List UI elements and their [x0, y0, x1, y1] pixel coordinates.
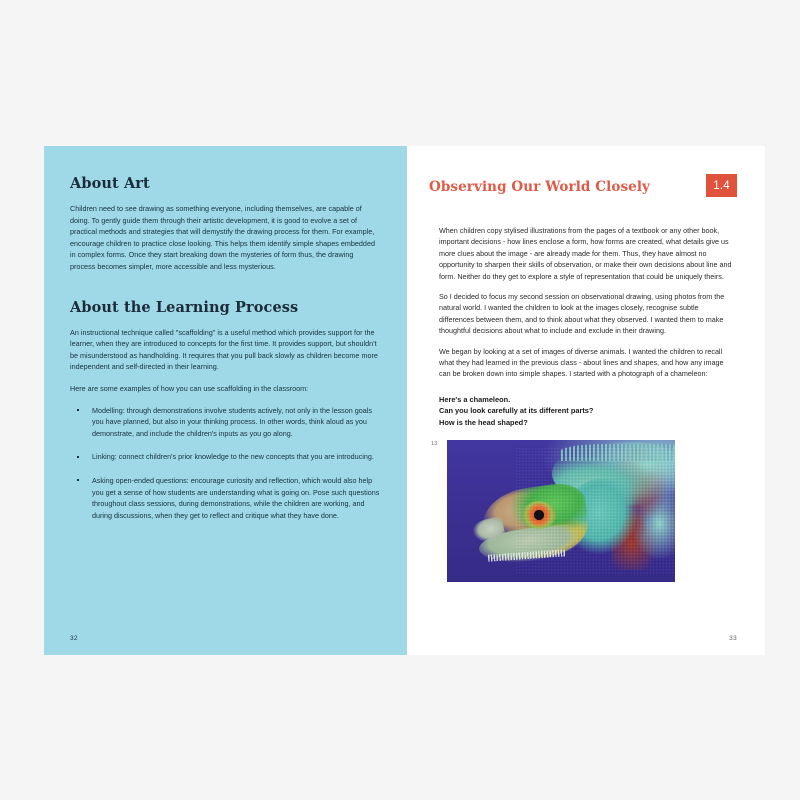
- list-item: [70, 475, 380, 521]
- chapter-header: [429, 175, 735, 197]
- page-number-right: 33: [729, 635, 737, 642]
- book-spread: [44, 146, 765, 655]
- chapter-number-badge: 1.4: [706, 174, 737, 197]
- page-number-left: 32: [70, 635, 78, 642]
- about-art-paragraph: Children need to see drawing as something everyone, including themselves, are capable of doing. To gently guide them through their artistic development, it is good to evolve a set of practical methods and strategies that will demystify the drawing process for them. For example, encourage children to practice close looking. This helps them identify simple shapes embedded in complex forms. Once they start breaking down the mysteries of form thus, the drawing process becomes simpler, more accessible and less mysterious.: [70, 204, 375, 271]
- learning-process-paragraph-2: Here are some examples of how you can use scaffolding in the classroom:: [70, 383, 309, 393]
- bullet-dot-icon: [77, 409, 79, 411]
- left-section-heading-about-art: About Art: [70, 175, 150, 192]
- figure-block: [429, 440, 735, 582]
- right-paragraph-3: We began by looking at a set of images of diverse animals. I wanted the children to recall what they had learned in the previous class - about lines and shapes, and how any image can be broken down into simple shapes. I started with a photograph of a chameleon:: [439, 346, 724, 379]
- prompt-question-1: Here's a chameleon.: [439, 394, 511, 404]
- list-item-text: Linking: connect children's prior knowledge to the new concepts that you are introducing.: [92, 452, 374, 462]
- list-item: [70, 451, 380, 463]
- list-item-text: Asking open-ended questions: encourage curiosity and reflection, which would also help you get a sense of how students are understanding what is going on. Pose such questions throughout class sessions, during demonstrations, while the children are working, and during discussions, when they get to reflect and critique what they have done.: [92, 475, 380, 520]
- chameleon-photo: [447, 440, 675, 582]
- page-title: Observing Our World Closely: [429, 179, 651, 195]
- learning-process-paragraph-1: An instructional technique called "scaffolding" is a useful method which provides support for the learner, when they are introduced to concepts for the first time. It provides support, but shouldn't be misunderstood as handholding. It requires that you pull back slowly as children become more independent and self-directed in their learning.: [70, 327, 378, 372]
- figure-number: 13: [431, 440, 438, 447]
- prompt-questions: [439, 394, 735, 429]
- list-item: [70, 405, 380, 440]
- prompt-question-2: Can you look carefully at its different parts?: [439, 406, 594, 416]
- prompt-question-3: How is the head shaped?: [439, 418, 528, 428]
- bullet-dot-icon: [77, 479, 79, 481]
- list-item-text: Modelling: through demonstrations involve students actively, not only in the lesson goals you have planned, but also in your thinking process. In other words, think aloud as you demonstrate, and include the children's inputs as you go along.: [92, 405, 372, 438]
- scaffolding-examples-list: [70, 405, 380, 522]
- chameleon-scale-texture: [515, 447, 675, 575]
- right-paragraph-2: So I decided to focus my second session on observational drawing, using photos from the natural world. I wanted the children to look at the images closely, recognise subtle differences between them, and to think about what they observed. I wanted them to make thoughtful decisions about what to include and exclude in their drawing.: [439, 292, 725, 336]
- right-page: [407, 146, 765, 655]
- left-page: [44, 146, 407, 655]
- right-paragraph-1: When children copy stylised illustrations from the pages of a textbook or any other book, important decisions - how lines enclose a form, how forms are created, what details give us more clues about the image - are already made for them. Thus, they have almost no opportunity to sharpen their skills of observation, or make their own decisions about line and form. Neither do they get to explore a style of representation that could be uniquely theirs.: [439, 226, 732, 281]
- left-section-heading-learning-process: About the Learning Process: [70, 298, 299, 316]
- bullet-dot-icon: [77, 456, 79, 458]
